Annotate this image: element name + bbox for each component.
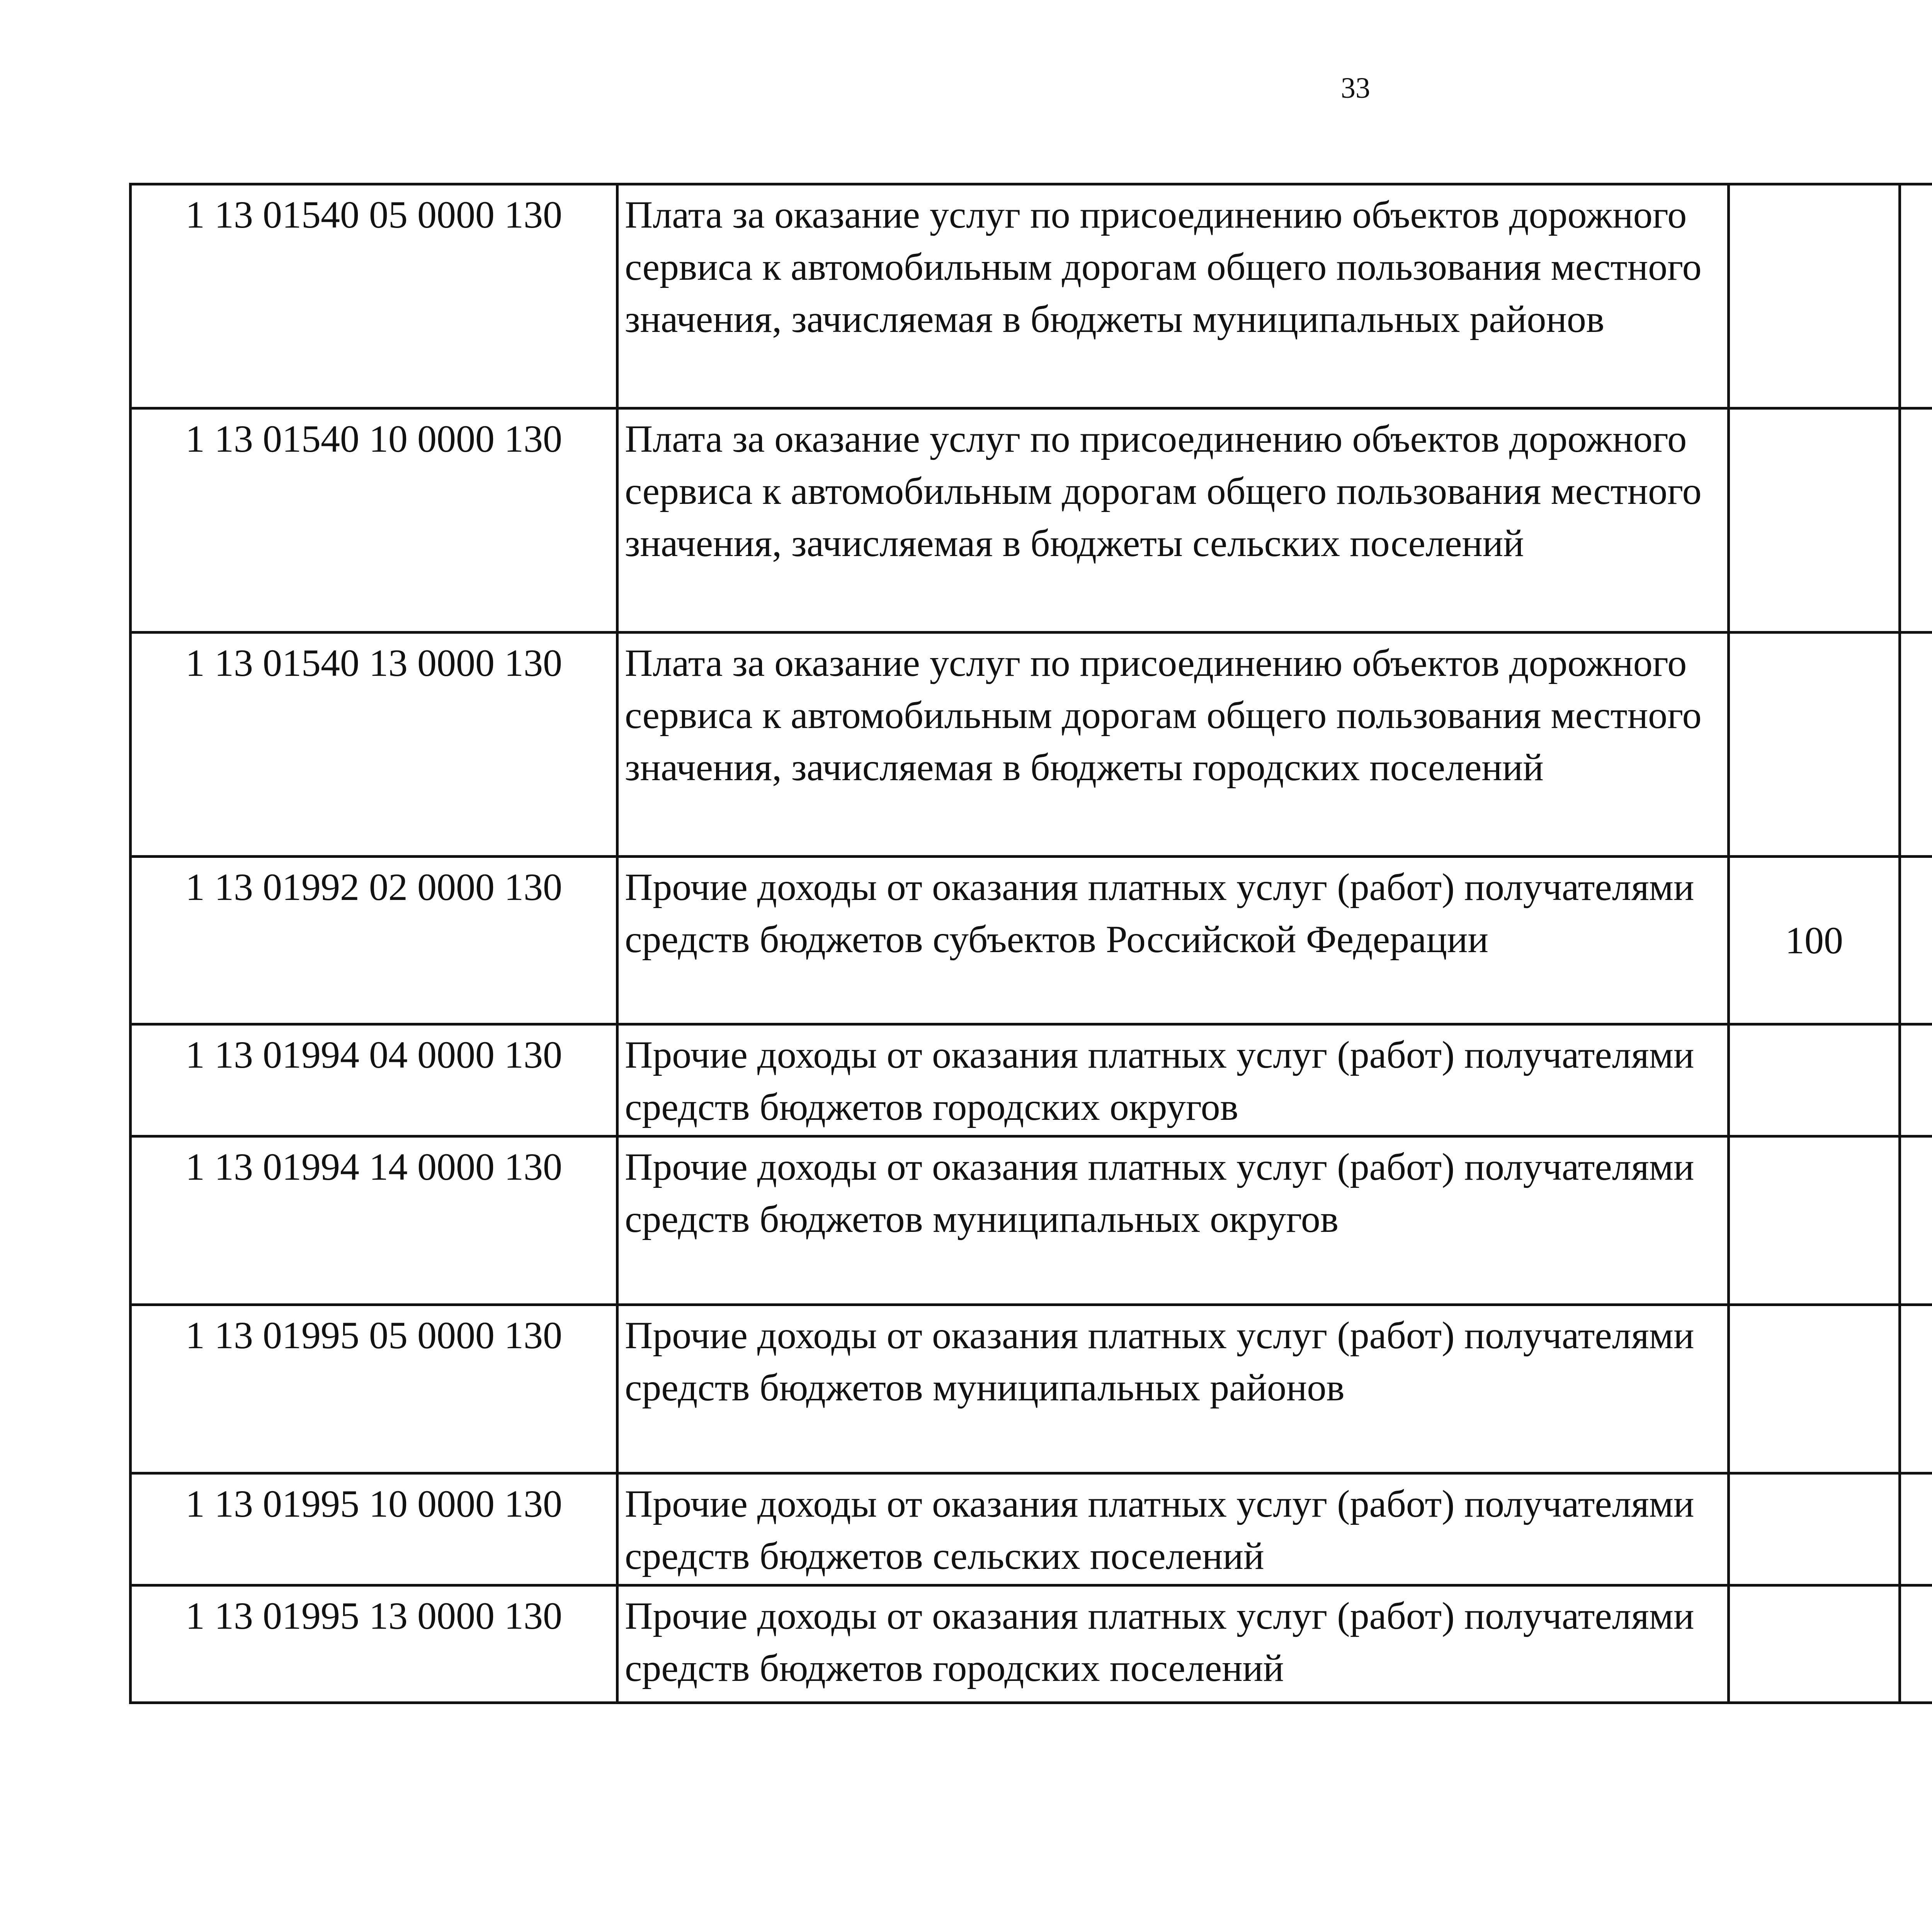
value-col-2 [1900, 1305, 1932, 1473]
value-col-2 [1900, 1585, 1932, 1703]
value-col-2 [1900, 1473, 1932, 1585]
revenue-code: 1 13 01994 04 0000 130 [131, 1024, 617, 1136]
table-row [131, 1305, 1932, 1473]
revenue-name: Прочие доходы от оказания платных услуг (работ) получателями средств бюджетов муниципальных районов [617, 1305, 1729, 1473]
value-col-2 [1900, 633, 1932, 857]
value-col-1 [1729, 1585, 1900, 1703]
value-col-1 [1729, 633, 1900, 857]
table-row [131, 1024, 1932, 1136]
value-col-2 [1900, 184, 1932, 408]
revenue-name: Прочие доходы от оказания платных услуг (работ) получателями средств бюджетов городских поселений [617, 1585, 1729, 1703]
value-col-2 [1900, 1024, 1932, 1136]
page-number: 33 [1341, 72, 1370, 104]
table-row [131, 1585, 1932, 1703]
value-col-1: 100 [1729, 857, 1900, 1024]
value-col-2 [1900, 408, 1932, 633]
table-row [131, 1473, 1932, 1585]
revenue-name: Прочие доходы от оказания платных услуг (работ) получателями средств бюджетов субъектов Российской Федерации [617, 857, 1729, 1024]
revenue-code: 1 13 01540 13 0000 130 [131, 633, 617, 857]
value-col-1 [1729, 1136, 1900, 1305]
value-col-1 [1729, 184, 1900, 408]
revenue-name: Прочие доходы от оказания платных услуг (работ) получателями средств бюджетов сельских поселений [617, 1473, 1729, 1585]
revenue-name: Прочие доходы от оказания платных услуг (работ) получателями средств бюджетов муниципальных округов [617, 1136, 1729, 1305]
revenue-code: 1 13 01540 05 0000 130 [131, 184, 617, 408]
value-col-1 [1729, 408, 1900, 633]
revenue-code: 1 13 01540 10 0000 130 [131, 408, 617, 633]
value-col-1 [1729, 1024, 1900, 1136]
budget-distribution-table [129, 183, 1932, 1704]
table-row [131, 408, 1932, 633]
revenue-code: 1 13 01992 02 0000 130 [131, 857, 617, 1024]
revenue-name: Плата за оказание услуг по присоединению объектов дорожного сервиса к автомобильным дорогам общего пользования местного значения, зачисляемая в бюджеты городских поселений [617, 633, 1729, 857]
value-col-1 [1729, 1473, 1900, 1585]
table-row [131, 184, 1932, 408]
table-row [131, 857, 1932, 1024]
revenue-name: Прочие доходы от оказания платных услуг (работ) получателями средств бюджетов городских округов [617, 1024, 1729, 1136]
table-row [131, 1136, 1932, 1305]
revenue-code: 1 13 01995 13 0000 130 [131, 1585, 617, 1703]
value-col-2 [1900, 1136, 1932, 1305]
revenue-code: 1 13 01995 10 0000 130 [131, 1473, 617, 1585]
revenue-name: Плата за оказание услуг по присоединению объектов дорожного сервиса к автомобильным дорогам общего пользования местного значения, зачисляемая в бюджеты муниципальных районов [617, 184, 1729, 408]
revenue-code: 1 13 01994 14 0000 130 [131, 1136, 617, 1305]
table-row [131, 633, 1932, 857]
value-col-2 [1900, 857, 1932, 1024]
revenue-code: 1 13 01995 05 0000 130 [131, 1305, 617, 1473]
value-col-1 [1729, 1305, 1900, 1473]
revenue-name: Плата за оказание услуг по присоединению объектов дорожного сервиса к автомобильным дорогам общего пользования местного значения, зачисляемая в бюджеты сельских поселений [617, 408, 1729, 633]
